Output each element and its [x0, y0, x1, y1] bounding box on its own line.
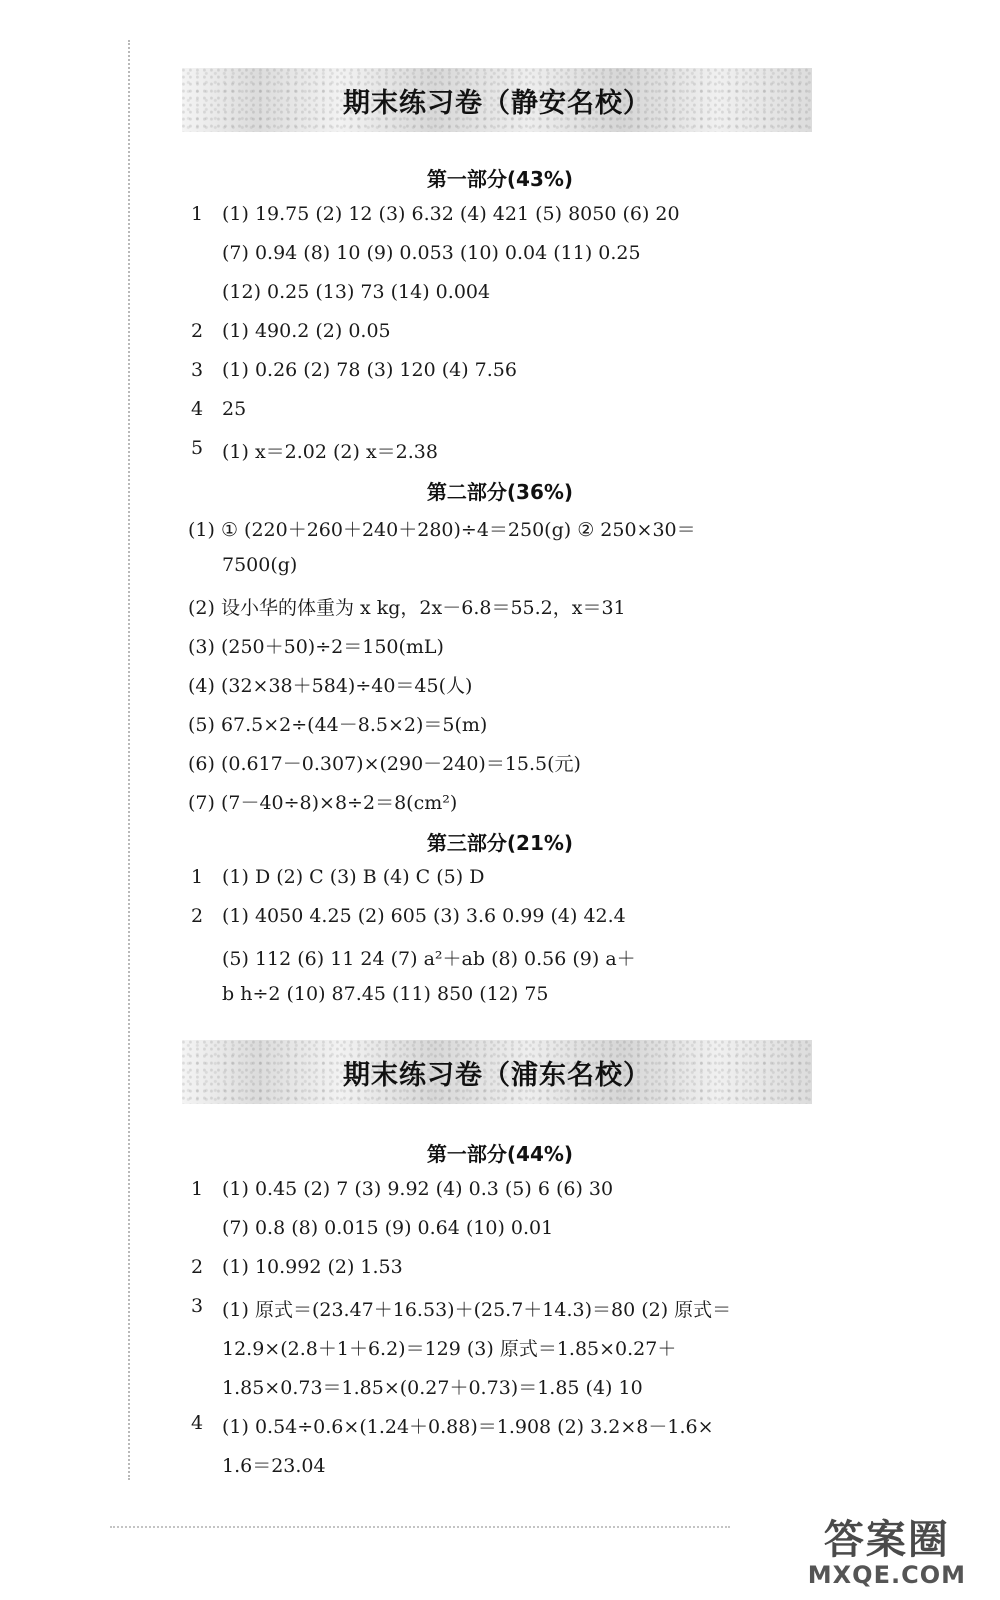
- footer-divider: [110, 1526, 730, 1536]
- question-number: 1: [191, 1178, 204, 1200]
- answer-line: 1.6＝23.04: [222, 1455, 326, 1477]
- exam1-part2-heading: 第二部分(36%): [426, 480, 574, 504]
- question-number: 3: [191, 359, 204, 381]
- exam2-part1-heading: 第一部分(44%): [426, 1142, 574, 1166]
- exam1-part1-heading: 第一部分(43%): [426, 167, 574, 191]
- question-number: 4: [191, 398, 204, 420]
- answer-line: (3) (250＋50)÷2＝150(mL): [188, 636, 444, 658]
- question-number: 1: [191, 866, 204, 888]
- answer-line: (1) 19.75 (2) 12 (3) 6.32 (4) 421 (5) 8050 (6) 20: [222, 203, 680, 225]
- answer-line: (7) 0.94 (8) 10 (9) 0.053 (10) 0.04 (11) 0.25: [222, 242, 641, 264]
- answer-line: 7500(g): [222, 554, 298, 576]
- answer-line: 1.85×0.73＝1.85×(0.27＋0.73)＝1.85 (4) 10: [222, 1377, 643, 1399]
- question-number: 4: [191, 1412, 204, 1434]
- answer-line: (1) 0.26 (2) 78 (3) 120 (4) 7.56: [222, 359, 517, 381]
- watermark-main-text: 答案圈: [823, 1517, 950, 1563]
- answer-line: 25: [222, 398, 247, 420]
- exam1-part3-heading: 第三部分(21%): [426, 831, 574, 855]
- answer-line: b h÷2 (10) 87.45 (11) 850 (12) 75: [222, 983, 549, 1005]
- answer-line: (1) D (2) C (3) B (4) C (5) D: [222, 866, 485, 888]
- question-number: 3: [191, 1295, 204, 1317]
- question-number: 2: [191, 320, 204, 342]
- exam2-title-banner: [182, 1040, 812, 1104]
- binding-margin-line: [128, 40, 130, 1480]
- answer-line: (1) x＝2.02 (2) x＝2.38: [222, 441, 438, 463]
- answer-line: (1) 0.45 (2) 7 (3) 9.92 (4) 0.3 (5) 6 (6) 30: [222, 1178, 614, 1200]
- exam1-title-banner: [182, 68, 812, 132]
- watermark-logo: [808, 1508, 966, 1589]
- answer-line: (1) 0.54÷0.6×(1.24＋0.88)＝1.908 (2) 3.2×8－1.6×: [222, 1416, 714, 1438]
- answer-line: (1) 4050 4.25 (2) 605 (3) 3.6 0.99 (4) 42.4: [222, 905, 626, 927]
- answer-line: (1) 原式＝(23.47＋16.53)＋(25.7＋14.3)＝80 (2) 原式＝: [222, 1299, 732, 1321]
- question-number: 5: [191, 437, 204, 459]
- answer-line: (5) 67.5×2÷(44－8.5×2)＝5(m): [188, 714, 488, 736]
- answer-line: (7) (7－40÷8)×8÷2＝8(cm²): [188, 792, 458, 814]
- question-number: 2: [191, 905, 204, 927]
- watermark-url: MXQE.COM: [807, 1561, 966, 1589]
- answer-line: (6) (0.617－0.307)×(290－240)＝15.5(元): [188, 753, 581, 775]
- answer-line: (1) 490.2 (2) 0.05: [222, 320, 391, 342]
- question-number: 1: [191, 203, 204, 225]
- exam2-title: 期末练习卷（浦东名校）: [343, 1059, 651, 1091]
- answer-line: (1) 10.992 (2) 1.53: [222, 1256, 403, 1278]
- answer-line: (7) 0.8 (8) 0.015 (9) 0.64 (10) 0.01: [222, 1217, 554, 1239]
- answer-line: (2) 设小华的体重为 x kg，2x－6.8＝55.2，x＝31: [188, 597, 626, 619]
- exam1-title: 期末练习卷（静安名校）: [343, 87, 651, 119]
- question-number: 2: [191, 1256, 204, 1278]
- answer-line: (4) (32×38＋584)÷40＝45(人): [188, 675, 473, 697]
- answer-line: 12.9×(2.8＋1＋6.2)＝129 (3) 原式＝1.85×0.27＋: [222, 1338, 677, 1360]
- answer-line: (12) 0.25 (13) 73 (14) 0.004: [222, 281, 491, 303]
- answer-line: (1) ① (220＋260＋240＋280)÷4＝250(g) ② 250×30＝: [188, 519, 696, 541]
- answer-line: (5) 112 (6) 11 24 (7) a²＋ab (8) 0.56 (9) a＋: [222, 948, 636, 970]
